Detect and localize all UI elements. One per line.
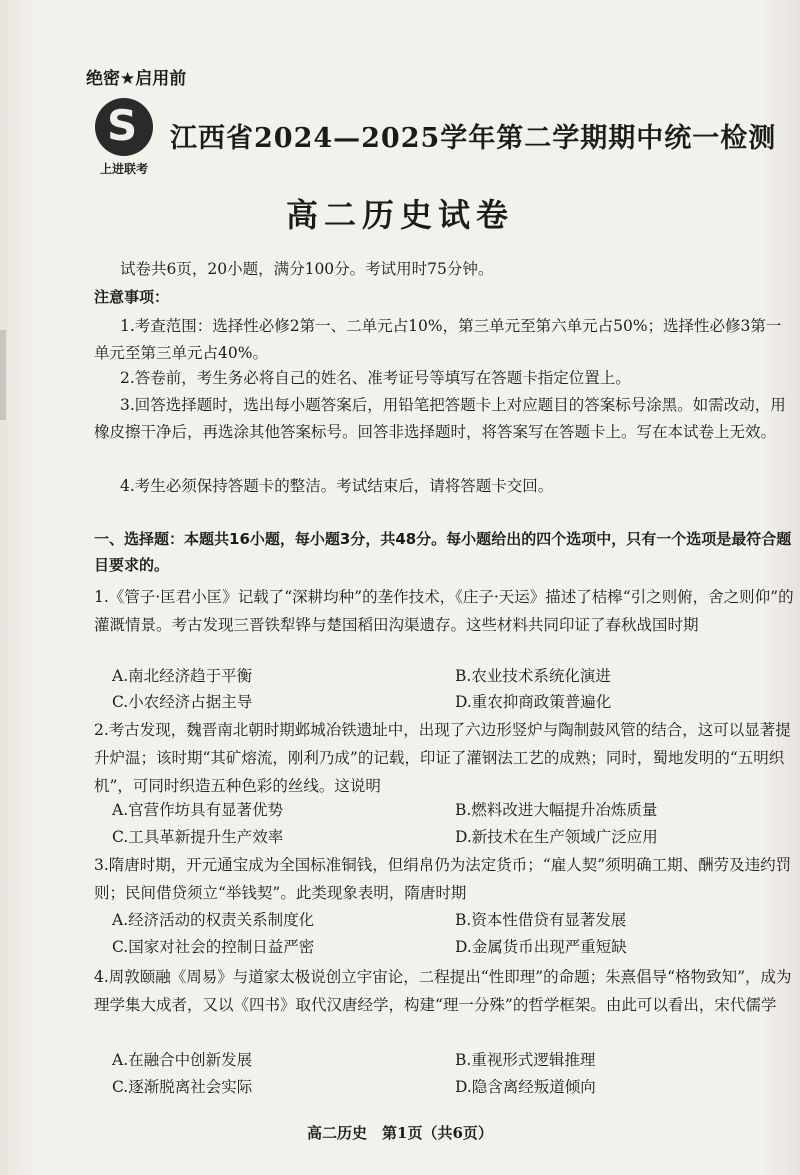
logo-text: 上进联考: [99, 162, 148, 176]
question-3-option-d[interactable]: D.金属货币出现严重短缺: [455, 938, 627, 956]
question-1-option-c[interactable]: C.小农经济占据主导: [112, 693, 253, 711]
binding-margin: [0, 330, 6, 420]
page-footer: 高二历史 第1页（共6页）: [307, 1124, 493, 1142]
note-item: 4.考生必须保持答题卡的整洁。考试结束后，请将答题卡交回。: [120, 477, 554, 495]
question-4-stem: 4.周敦颐融《周易》与道家太极说创立宇宙论，二程提出“性即理”的命题；朱熹倡导“格物致知”，成为理学集大成者，又以《四书》取代汉唐经学，构建“理一分殊”的哲学框架。由此可以看出，宋代儒学: [94, 968, 792, 1014]
logo-emblem-icon: S: [95, 98, 153, 156]
confidential-label: 绝密★启用前: [86, 69, 187, 89]
note-item: 3.回答选择题时，选出每小题答案后，用铅笔把答题卡上对应题目的答案标号涂黑。如需改动，用橡皮擦干净后，再选涂其他答案标号。回答非选择题时，将答案写在答题卡上。写在本试卷上无效。: [94, 396, 786, 441]
publisher-logo: [93, 98, 155, 180]
question-4-option-a[interactable]: A.在融合中创新发展: [112, 1051, 253, 1069]
question-2-option-d[interactable]: D.新技术在生产领域广泛应用: [455, 828, 658, 846]
question-1-option-a[interactable]: A.南北经济趋于平衡: [112, 667, 253, 685]
exam-title: 江西省2024—2025学年第二学期期中统一检测: [170, 123, 777, 154]
question-2-stem: 2.考古发现，魏晋南北朝时期邺城冶铁遗址中，出现了六边形竖炉与陶制鼓风管的结合，这可以显著提升炉温；该时期“其矿熔流，刚利乃成”的记载，印证了灌钢法工艺的成熟；同时，蜀地发明的“五明织机”，可同时织造五种色彩的丝线。这说明: [94, 721, 791, 795]
question-2-option-b[interactable]: B.燃料改进大幅提升冶炼质量: [455, 801, 658, 819]
question-2-option-c[interactable]: C.工具革新提升生产效率: [112, 828, 284, 846]
question-2-option-a[interactable]: A.官营作坊具有显著优势: [112, 801, 284, 819]
question-4-option-c[interactable]: C.逐渐脱离社会实际: [112, 1078, 253, 1096]
note-item: 2.答卷前，考生务必将自己的姓名、准考证号等填写在答题卡指定位置上。: [120, 369, 631, 387]
notes-heading: 注意事项：: [94, 288, 170, 306]
question-4-option-b[interactable]: B.重视形式逻辑推理: [455, 1051, 596, 1069]
question-1-stem: 1.《管子·匡君小匡》记载了“深耕均种”的垄作技术，《庄子·天运》描述了桔槔“引之则俯，舍之则仰”的灌溉情景。考古发现三晋铁犁铧与楚国稻田沟渠遗存。这些材料共同印证了春秋战国时期: [94, 588, 794, 634]
section-heading: 一、选择题：本题共16小题，每小题3分，共48分。每小题给出的四个选项中，只有一个选项是最符合题目要求的。: [94, 530, 792, 574]
question-3-option-b[interactable]: B.资本性借贷有显著发展: [455, 911, 627, 929]
question-1-option-b[interactable]: B.农业技术系统化演进: [455, 667, 611, 685]
note-item: 1.考查范围：选择性必修2第一、二单元占10%，第三单元至第六单元占50%；选择性必修3第一单元至第三单元占40%。: [94, 317, 782, 362]
intro-text: 试卷共6页，20小题，满分100分。考试用时75分钟。: [120, 260, 494, 278]
question-3-option-c[interactable]: C.国家对社会的控制日益严密: [112, 938, 315, 956]
question-3-stem: 3.隋唐时期，开元通宝成为全国标准铜钱，但绢帛仍为法定货币；“雇人契”须明确工期、酬劳及违约罚则；民间借贷须立“举钱契”。此类现象表明，隋唐时期: [94, 856, 792, 902]
question-1-option-d[interactable]: D.重农抑商政策普遍化: [455, 693, 612, 711]
question-4-option-d[interactable]: D.隐含离经叛道倾向: [455, 1078, 596, 1096]
subject-title: 高二历史试卷: [285, 196, 514, 234]
question-3-option-a[interactable]: A.经济活动的权责关系制度化: [112, 911, 315, 929]
